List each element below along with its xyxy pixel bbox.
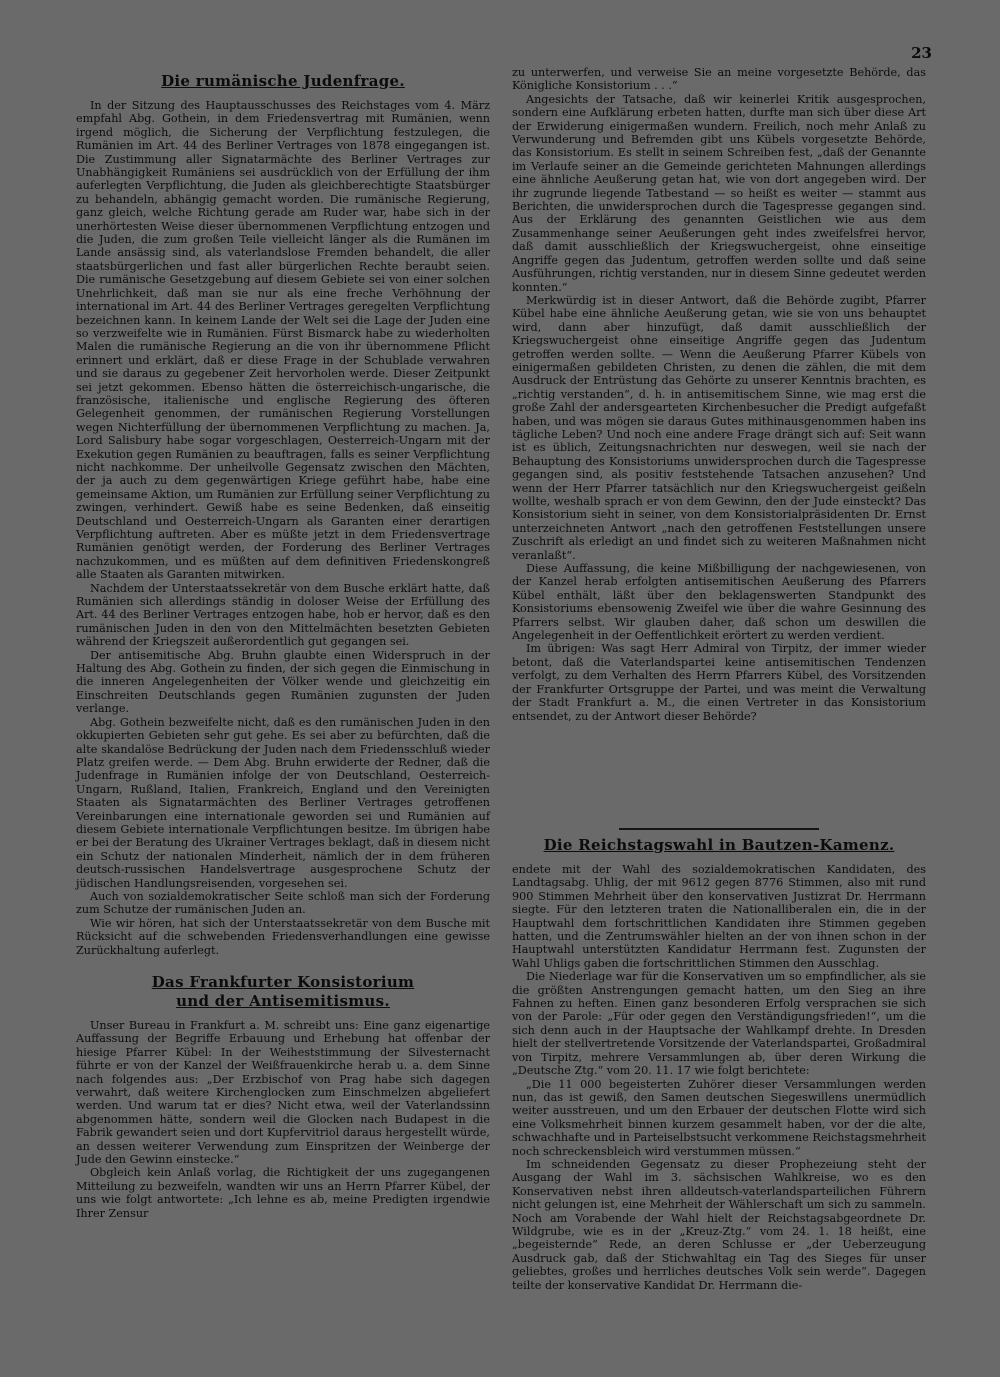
article-paragraph: Im schneidenden Gegensatz zu dieser Prophezeiung steht der Ausgang der Wahl im 3. sächsischen Wahlkreise, wo es den Konservativen nebst ihren alldeutsch-vaterlandsparteilichen Führern nicht gelungen ist, eine Mehrheit der Wählerschaft um sich zu sammeln. Noch am Vorabende der Wahl hielt der Reichstagsabgeordnete Dr. Wildgrube, wie es in der „Kreuz-Ztg.“ vom 24. 1. 18 heißt, eine „begeisternde“ Rede, an deren Schlusse er „der Ueberzeugung Ausdruck gab, daß der Stichwahltag ein Tag des Sieges für unser geliebtes, großes und herrliches deutsches Volk sein werde“. Dagegen teilte der konservative Kandidat Dr. Herrmann die-: [512, 1157, 926, 1292]
article-paragraph: Unser Bureau in Frankfurt a. M. schreibt uns: Eine ganz eigenartige Auffassung der Begriffe Erbauung und Erhebung hat offenbar der hiesige Pfarrer Kübel: In der Weiheststimmung der Silvesternacht führte er von der Kanzel der Weißfrauenkirche herab u. a. dem Sinne nach folgendes aus: „Der Erzbischof von Prag habe sich dagegen verwahrt, daß weitere Kirchenglocken zum Einschmelzen abgeliefert werden. Und warum tat er dies? Nicht etwa, weil der Vaterlandssinn abgenommen hätte, sondern weil die Glocken nach Budapest in die Fabrik gewandert seien und dort Kupfervitriol daraus hergestellt würde, an dessen weiterer Verwendung zum Einspritzen der Weinberge der Jude den Gewinn einstecke.“: [76, 1019, 490, 1167]
right-column-top: [512, 66, 926, 723]
article-title-reichstag-election: Die Reichstagswahl in Bautzen-Kamenz.: [543, 836, 895, 854]
section-divider: [619, 828, 819, 830]
article-paragraph: Abg. Gothein bezweifelte nicht, daß es den rumänischen Juden in den okkupierten Gebieten sehr gut gehe. Es sei aber zu befürchten, daß die alte skandalöse Bedrückung der Juden nach dem Friedensschluß wieder Platz greifen werde. — Dem Abg. Bruhn erwiderte der Redner, daß die Judenfrage in Rumänien infolge der von Deutschland, Oesterreich-Ungarn, Rußland, Italien, Frankreich, England und den Vereinigten Staaten als Signatarmächten des Berliner Vertrages getroffenen Vereinbarungen eine internationale geworden sei und Rumänien auf diesem Gebiete internationale Verpflichtungen besitze. Im übrigen habe er bei der Beratung des Ukrainer Vertrages beklagt, daß in diesem nicht ein Schutz der nationalen Minderheit, nämlich der in dem früheren deutsch-russischen Handelsvertrage ausgesprochene Schutz der jüdischen Handlungsreisenden, vorgesehen sei.: [76, 715, 490, 890]
article-paragraph: Die Niederlage war für die Konservativen um so empfindlicher, als sie die größten Anstrengungen gemacht hatten, um den Sieg an ihre Fahnen zu heften. Einen ganz besonderen Erfolg versprachen sie sich von der Parole: „Für oder gegen den Verständigungsfrieden!“, um die sich denn auch in der Hauptsache der Wahlkampf drehte. In Dresden hielt der stellvertretende Vorsitzende der Vaterlandspartei, Großadmiral von Tirpitz, mehrere Versammlungen ab, über deren Wirkung die „Deutsche Ztg.“ vom 20. 11. 17 wie folgt berichtete:: [512, 970, 926, 1078]
article-paragraph: Obgleich kein Anlaß vorlag, die Richtigkeit der uns zugegangenen Mitteilung zu bezweifeln, wandten wir uns an Herrn Pfarrer Kübel, der uns wie folgt antwortete: „Ich lehne es ab, meine Predigten irgendwie Ihrer Zensur: [76, 1166, 490, 1220]
article-quote: „Die 11 000 begeisterten Zuhörer dieser Versammlungen werden nun, das ist gewiß, den Samen deutschen Siegeswillens unermüdlich weiter ausstreuen, und um den Erbauer der deutschen Flotte wird sich eine Volksmehrheit binnen kurzem gesammelt haben, vor der die alte, schwachhafte und in Parteiselbstsucht verkommene Reichstagsmehrheit noch schreckensbleich wird verstummen müssen.“: [512, 1077, 926, 1158]
article-paragraph: Angesichts der Tatsache, daß wir keinerlei Kritik ausgesprochen, sondern eine Aufklärung erbeten hatten, durfte man sich über diese Art der Erwiderung einigermaßen wundern. Freilich, noch mehr Anlaß zu Verwunderung und Befremden gibt uns Kübels vorgesetzte Behörde, das Konsistorium. Es stellt in seinem Schreiben fest, „daß der Genannte im Verlaufe seiner an die Gemeinde gerichteten Mahnungen allerdings eine ähnliche Aeußerung getan hat, wie von dort angegeben wird. Der ihr zugrunde liegende Tatbestand — so heißt es weiter — stammt aus Berichten, die unwidersprochen durch die Tagespresse gegangen sind. Aus der Erklärung des genannten Geistlichen wie aus dem Zusammenhange seiner Aeußerungen geht indes zweifelsfrei hervor, daß damit ausschließlich der Kriegswuchergeist, ohne einseitige Angriffe gegen das Judentum, getroffen werden sollte und daß seine Ausführungen, richtig verstanden, nur in diesem Sinne gedeutet werden konnten.“: [512, 92, 926, 294]
right-column-bottom: [512, 828, 926, 1292]
article-paragraph: Merkwürdig ist in dieser Antwort, daß die Behörde zugibt, Pfarrer Kübel habe eine ähnliche Aeußerung getan, wie sie von uns behauptet wird, dann aber hinzufügt, daß damit ausschließlich der Kriegswuchergeist ohne einseitige Angriffe gegen das Judentum getroffen werden sollte. — Wenn die Aeußerung Pfarrer Kübels von einigermaßen gebildeten Christen, zu denen die zählen, die mit dem Ausdruck der Entrüstung das Gehörte zu unserer Kenntnis brachten, es „richtig verstanden“, d. h. in antisemitischem Sinne, wie mag erst die große Zahl der andersgearteten Kirchenbesucher die Predigt aufgefaßt haben, und was mögen sie daraus Gutes mithinausgenommen haben ins tägliche Leben? Und noch eine andere Frage drängt sich auf: Seit wann ist es üblich, Zeitungsnachrichten nur deswegen, weil sie nach der Behauptung des Konsistoriums unwidersprochen durch die Tagespresse gegangen sind, als positiv feststehende Tatsachen anzusehen? Und wenn der Herr Pfarrer tatsächlich nur den Kriegswuchergeist geißeln wollte, weshalb sprach er von dem Gewinn, den der Jude einsteckt? Das Konsistorium sieht in seiner, von dem Konsistorialpräsidenten Dr. Ernst unterzeichneten Antwort „nach den getroffenen Feststellungen unsere Zuschrift als erledigt an und findet sich zu weiteren Maßnahmen nicht veranlaßt“.: [512, 293, 926, 562]
article-title-frankfurt-consistory: Das Frankfurter Konsistorium und der Antisemitismus.: [151, 973, 415, 1010]
article-paragraph: Im übrigen: Was sagt Herr Admiral von Tirpitz, der immer wieder betont, daß die Vaterlandspartei keine antisemitischen Tendenzen verfolgt, zu dem Verhalten des Herrn Pfarrers Kübel, des Vorsitzenden der Frankfurter Ortsgruppe der Partei, und was meint die Verwaltung der Stadt Frankfurt a. M., die einen Vertreter in das Konsistorium entsendet, zu der Antwort dieser Behörde?: [512, 642, 926, 723]
left-column: [76, 66, 490, 1220]
article-paragraph: Der antisemitische Abg. Bruhn glaubte einen Widerspruch in der Haltung des Abg. Gothein zu finden, der sich gegen die Einmischung in die inneren Angelegenheiten der Völker wende und gleichzeitig ein Einschreiten Deutschlands gegen Rumänien zugunsten der Juden verlange.: [76, 648, 490, 716]
article-paragraph: Wie wir hören, hat sich der Unterstaatssekretär von dem Busche mit Rücksicht auf die schwebenden Friedensverhandlungen eine gewisse Zurückhaltung auferlegt.: [76, 916, 490, 957]
article-paragraph: Diese Auffassung, die keine Mißbilligung der nachgewiesenen, von der Kanzel herab erfolgten antisemitischen Aeußerung des Pfarrers Kübel enthält, läßt über den beklagenswerten Standpunkt des Konsistoriums ebensowenig Zweifel wie über die wahre Gesinnung des Pfarrers selbst. Wir glauben daher, daß schon um deswillen die Angelegenheit in der Oeffentlichkeit erörtert zu werden verdient.: [512, 562, 926, 643]
article-paragraph: endete mit der Wahl des sozialdemokratischen Kandidaten, des Landtagsabg. Uhlig, der mit 9612 gegen 8776 Stimmen, also mit rund 900 Stimmen Mehrheit über den konservativen Justizrat Dr. Herrmann siegte. Für den letzteren traten die Nationalliberalen ein, die in der Hauptwahl dem fortschrittlichen Kandidaten ihre Stimmen gegeben hatten, und die Zentrumswähler hielten an der von ihnen schon in der Hauptwahl unterstützten Kandidatur Herrmann fest. Zugunsten der Wahl Uhligs gaben die fortschrittlichen Stimmen den Ausschlag.: [512, 863, 926, 970]
article-paragraph: zu unterwerfen, und verweise Sie an meine vorgesetzte Behörde, das Königliche Konsistorium . . .“: [512, 66, 926, 93]
article-title-romanian-jewish-question: Die rumänische Judenfrage.: [161, 72, 405, 90]
article-paragraph: In der Sitzung des Hauptausschusses des Reichstages vom 4. März empfahl Abg. Gothein, in dem Friedensvertrag mit Rumänien, wenn irgend möglich, die Sicherung der Verpflichtung festzulegen, die Rumänien im Art. 44 des Berliner Vertrages von 1878 eingegangen ist. Die Zustimmung aller Signatarmächte des Berliner Vertrages zur Unabhängigkeit Rumäniens sei ausdrücklich von der Erfüllung der ihm auferlegten Verpflichtung, die Juden als gleichberechtigte Staatsbürger zu behandeln, abhängig gemacht worden. Die rumänische Regierung, ganz gleich, welche Richtung gerade am Ruder war, habe sich in der unerhörtesten Weise dieser übernommenen Verpflichtung entzogen und die Juden, die zum großen Teile vielleicht länger als die Rumänen im Lande ansässig sind, als vaterlandslose Fremden behandelt, die aller staatsbürgerlichen und fast aller bürgerlichen Rechte beraubt seien. Die rumänische Gesetzgebung auf diesem Gebiete sei von einer solchen Unehrlichkeit, daß man sie nur als eine freche Verhöhnung der international im Art. 44 des Berliner Vertrages geregelten Verpflichtung bezeichnen kann. In keinem Lande der Welt sei die Lage der Juden eine so verzweifelte wie in Rumänien. Fürst Bismarck habe zu wiederholten Malen die rumänische Regierung an die von ihr übernommene Pflicht erinnert und erklärt, daß er diese Frage in der Schublade verwahren und sie daraus zu gegebener Zeit hervorholen werde. Dieser Zeitpunkt sei jetzt gekommen. Ebenso hätten die österreichisch-ungarische, die französische, italienische und englische Regierung des öfteren Gelegenheit genommen, der rumänischen Regierung Vorstellungen wegen Nichterfüllung der übernommenen Verpflichtung zu machen. Ja, Lord Salisbury habe sogar vorgeschlagen, Oesterreich-Ungarn mit der Exekution gegen Rumänien zu beauftragen, falls es seiner Verpflichtung nicht nachkomme. Der unheilvolle Gegensatz zwischen den Mächten, der ja auch zu dem gegenwärtigen Kriege geführt habe, habe eine gemeinsame Aktion, um Rumänien zur Erfüllung seiner Verpflichtung zu zwingen, verhindert. Gewiß habe es seine Bedenken, daß einseitig Deutschland und Oesterreich-Ungarn als Garanten einer derartigen Verpflichtung auftreten. Aber es müßte jetzt in dem Friedensvertrage Rumänien genötigt werden, der Forderung des Berliner Vertrages nachzukommen, und es müßten auf dem definitiven Friedenskongreß alle Staaten als Garanten mitwirken.: [76, 99, 490, 582]
article-paragraph: Nachdem der Unterstaatssekretär von dem Busche erklärt hatte, daß Rumänien sich allerdings ständig in doloser Weise der Erfüllung des Art. 44 des Berliner Vertrages entzogen habe, hob er hervor, daß es den rumänischen Juden in den von den Mittelmächten besetzten Gebieten während der Kriegszeit außerordentlich gut gegangen sei.: [76, 581, 490, 649]
page-number: 23: [911, 44, 932, 62]
article-paragraph: Auch von sozialdemokratischer Seite schloß man sich der Forderung zum Schutze der rumänischen Juden an.: [76, 889, 490, 917]
